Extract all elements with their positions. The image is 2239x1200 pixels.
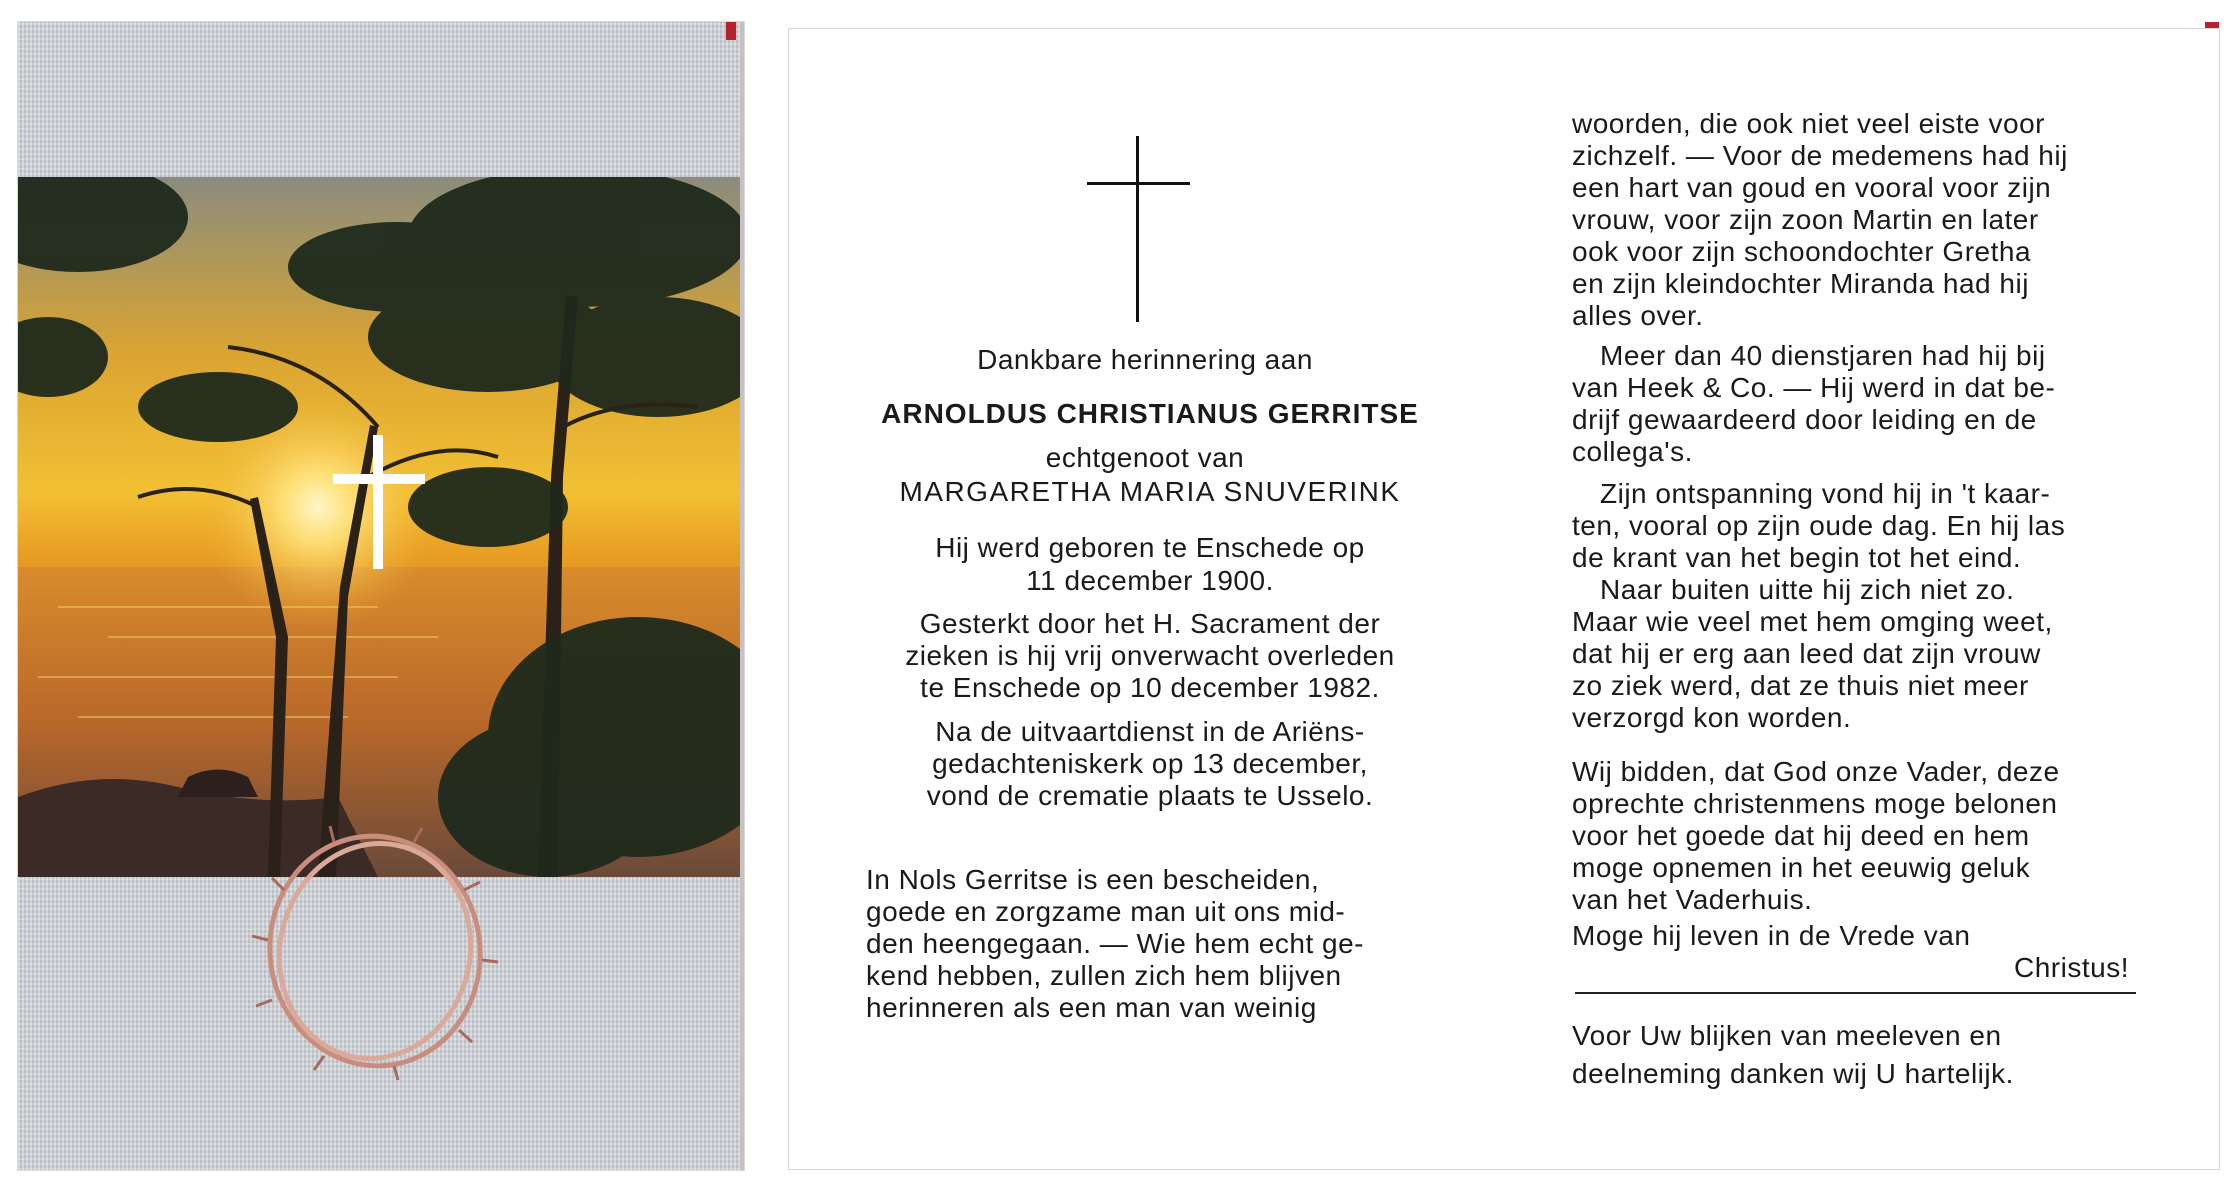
text-line: de krant van het begin tot het eind. (1572, 542, 2022, 573)
prayer-line: van het Vaderhuis. (1572, 884, 1813, 915)
text-line: dat hij er erg aan leed dat zijn vrouw (1572, 638, 2041, 669)
thanks-line: deelneming danken wij U hartelijk. (1572, 1058, 2014, 1089)
text-line: een hart van goud en vooral voor zijn (1572, 172, 2052, 203)
death-line: Gesterkt door het H. Sacrament der (919, 608, 1381, 639)
sunset-landscape-image (18, 177, 740, 877)
death-line: zieken is hij vrij onverwacht overleden (905, 640, 1395, 671)
funeral-line: gedachteniskerk op 13 december, (932, 748, 1368, 779)
text-line: alles over. (1572, 300, 1704, 331)
spouse-name: MARGARETHA MARIA SNUVERINK (899, 476, 1401, 507)
text-line: collega's. (1572, 436, 1693, 467)
text-line: verzorgd kon worden. (1572, 702, 1852, 733)
tribute-line: goede en zorgzame man uit ons mid- (866, 896, 1346, 927)
death-line: te Enschede op 10 december 1982. (920, 672, 1380, 703)
closing-line: Christus! (2014, 952, 2129, 983)
funeral-line: Na de uitvaartdienst in de Ariëns- (935, 716, 1365, 747)
cross-icon (1136, 136, 1139, 322)
tribute-line: den heengegaan. — Wie hem echt ge- (866, 928, 1364, 959)
prayer-line: voor het goede dat hij deed en hem (1572, 820, 2030, 851)
text-line: zo ziek werd, dat ze thuis niet meer (1572, 670, 2029, 701)
prayer-line: Wij bidden, dat God onze Vader, deze (1572, 756, 2060, 787)
text-line: ten, vooral op zijn oude dag. En hij las (1572, 510, 2066, 541)
intro-line: Dankbare herinnering aan (977, 344, 1313, 375)
text-line: Zijn ontspanning vond hij in 't kaar- (1600, 478, 2051, 509)
deceased-name: ARNOLDUS CHRISTIANUS GERRITSE (881, 398, 1419, 429)
cross-icon-bar (1087, 182, 1190, 185)
divider (1575, 992, 2136, 994)
corner-edge-mark (726, 22, 736, 40)
tribute-line: In Nols Gerritse is een bescheiden, (866, 864, 1320, 895)
birth-line: Hij werd geboren te Enschede op (935, 532, 1365, 563)
thanks-line: Voor Uw blijken van meeleven en (1572, 1020, 2002, 1051)
text-line: Maar wie veel met hem omging weet, (1572, 606, 2053, 637)
tribute-line: kend hebben, zullen zich hem blijven (866, 960, 1342, 991)
text-line: Meer dan 40 dienstjaren had hij bij (1600, 340, 2046, 371)
closing-line: Moge hij leven in de Vrede van (1572, 920, 1971, 951)
text-line: ook voor zijn schoondochter Gretha (1572, 236, 2032, 267)
text-line: vrouw, voor zijn zoon Martin en later (1572, 204, 2039, 235)
text-line: Naar buiten uitte hij zich niet zo. (1600, 574, 2015, 605)
birth-line: 11 december 1900. (1026, 565, 1274, 596)
text-line: van Heek & Co. — Hij werd in dat be- (1572, 372, 2056, 403)
sunset-photo (18, 177, 740, 877)
text-line: en zijn kleindochter Miranda had hij (1572, 268, 2029, 299)
crown-of-thorns-icon (244, 820, 506, 1082)
prayer-line: oprechte christenmens moge belonen (1572, 788, 2058, 819)
text-line: drijf gewaardeerd door leiding en de (1572, 404, 2037, 435)
relation-line: echtgenoot van (1045, 442, 1245, 473)
prayer-line: moge opnemen in het eeuwig geluk (1572, 852, 2031, 883)
text-line: woorden, die ook niet veel eiste voor (1572, 108, 2045, 139)
tribute-line: herinneren als een man van weinig (866, 992, 1317, 1023)
funeral-line: vond de crematie plaats te Usselo. (926, 780, 1374, 811)
text-line: zichzelf. — Voor de medemens had hij (1572, 140, 2068, 171)
